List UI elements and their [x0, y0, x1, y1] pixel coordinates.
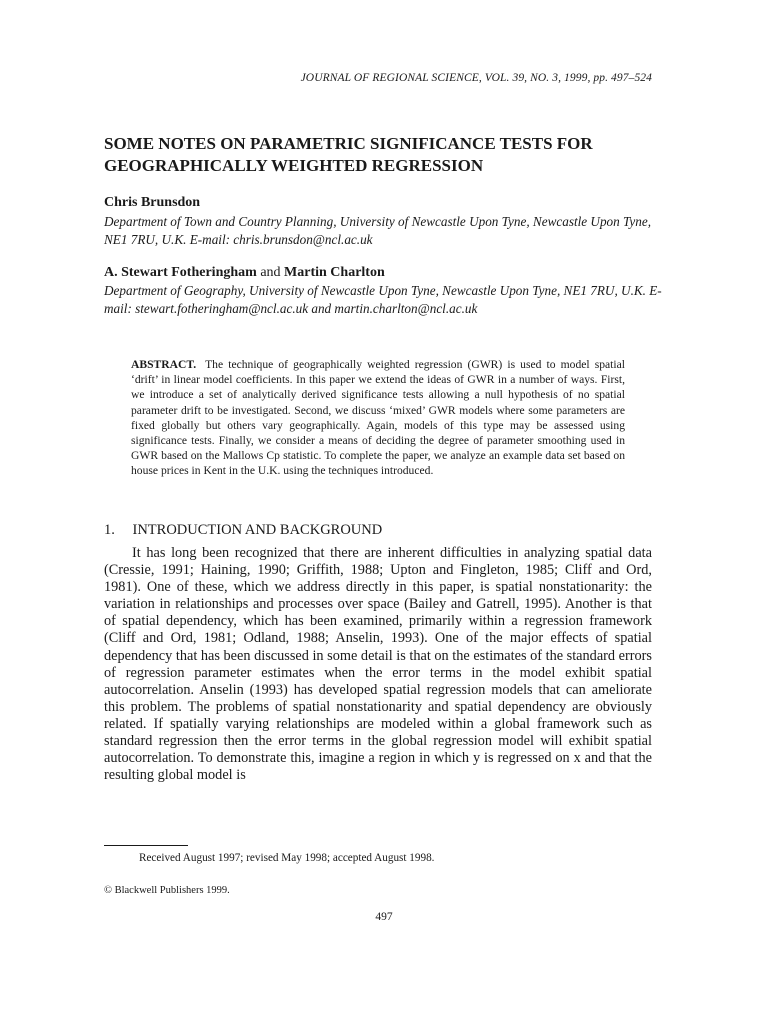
body-paragraph: It has long been recognized that there are inherent difficulties in analyzing spatial data (Cressie, 1991; Haining, 1990; Griffith, 1988; Upton and Fingleton, 1985; Cliff and Ord, 1981). One of these, which we address directly in this paper, is spatial nonstationarity: the variation in relationships and processes over space (Bailey and Gatrell, 1995). Another is that of spatial dependency, which has been examined, primarily within a regression framework (Cliff and Ord, 1981; Odland, 1988; Anselin, 1993). One of the major effects of spatial dependency that has been discussed in some detail is that on the estimates of the standard errors of regression parameter estimates when the error terms in the model exhibit spatial autocorrelation. Anselin (1993) has developed spatial regression models that can ameliorate this problem. The problems of spatial nonstationarity and spatial dependency are obviously related. If spatially varying relationships are modeled within a global framework such as standard regression then the error terms in the global regression model will exhibit spatial autocorrelation. To demonstrate this, imagine a region in which y is regressed on x and that the resulting global model is	[104, 545, 652, 784]
author-1-name: Chris Brunsdon	[104, 195, 201, 210]
section-heading	[104, 521, 382, 539]
footnote-rule	[104, 845, 188, 846]
author-2-name: A. Stewart Fotheringham	[104, 265, 257, 280]
article-title: SOME NOTES ON PARAMETRIC SIGNIFICANCE TESTS FOR GEOGRAPHICALLY WEIGHTED REGRESSION	[104, 134, 593, 175]
author-3-name: Martin Charlton	[284, 265, 385, 280]
abstract-label: ABSTRACT.	[131, 358, 197, 371]
section-number: 1.	[104, 522, 115, 538]
running-head: JOURNAL OF REGIONAL SCIENCE, VOL. 39, NO. 3, 1999, pp. 497–524	[300, 72, 652, 84]
copyright-notice: © Blackwell Publishers 1999.	[104, 885, 230, 896]
page-number: 497	[375, 911, 393, 923]
footnote: Received August 1997; revised May 1998; accepted August 1998.	[139, 852, 435, 864]
section-title: INTRODUCTION AND BACKGROUND	[132, 522, 383, 538]
abstract-text: The technique of geographically weighted regression (GWR) is used to model spatial ‘drift’ in linear model coefficients. In this paper we extend the ideas of GWR in a number of ways. First, we introduce a set of analytically derived significance tests allowing a null hypothesis of no spatial parameter drift to be investigated. Second, we discuss ‘mixed’ GWR models where some parameters are fixed globally but others vary geographically. Again, models of this type may be assessed using significance tests. Finally, we consider a means of deciding the degree of parameter smoothing used in GWR based on the Mallows Cp statistic. To complete the paper, we analyze an example data set based on house prices in Kent in the U.K. using the techniques introduced.	[131, 358, 625, 478]
author-group-names	[104, 264, 385, 282]
abstract	[131, 357, 625, 479]
author-name	[104, 194, 200, 212]
author-connector: and	[260, 265, 281, 280]
author-group-affiliation: Department of Geography, University of Newcastle Upon Tyne, Newcastle Upon Tyne, NE1 7RU, U.K. E-mail: stewart.fotheringham@ncl.ac.uk and martin.charlton@ncl.ac.uk	[104, 283, 662, 316]
author-affiliation: Department of Town and Country Planning, University of Newcastle Upon Tyne, Newcastle Upon Tyne, NE1 7RU, U.K. E-mail: chris.brunsdon@ncl.ac.uk	[104, 214, 651, 247]
